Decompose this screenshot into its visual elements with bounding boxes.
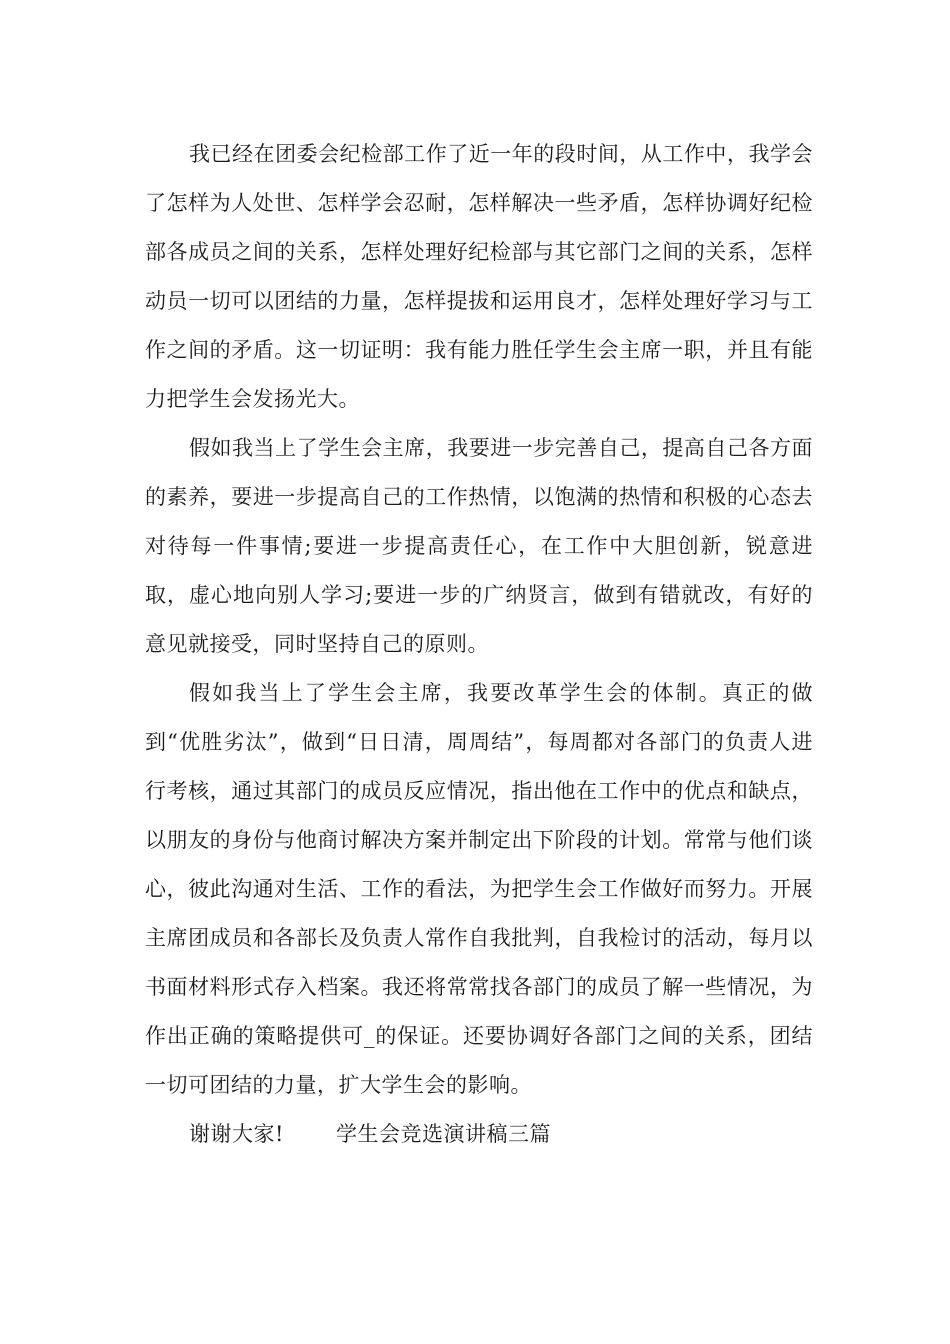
paragraph-self-improvement: 假如我当上了学生会主席，我要进一步完善自己，提高自己各方面的素养，要进一步提高自己的工作热情，以饱满的热情和积极的心态去对待每一件事情;要进一步提高责任心，在工作中大胆创新，锐意进取，虚心地向别人学习;要进一步的广纳贤言，做到有错就改，有好的意见就接受，同时坚持自己的原则。 — [145, 436, 813, 656]
thanks-text: 谢谢大家! — [189, 1122, 284, 1146]
document-body — [145, 130, 813, 1159]
paragraph-experience: 我已经在团委会纪检部工作了近一年的段时间，从工作中，我学会了怎样为人处世、怎样学会忍耐，怎样解决一些矛盾，怎样协调好纪检部各成员之间的关系，怎样处理好纪检部与其它部门之间的关系，怎样动员一切可以团结的力量，怎样提拔和运用良才，怎样处理好学习与工作之间的矛盾。这一切证明：我有能力胜任学生会主席一职，并且有能力把学生会发扬光大。 — [145, 142, 813, 411]
closing-line — [145, 1110, 813, 1159]
paragraph-reform: 假如我当上了学生会主席，我要改革学生会的体制。真正的做到“优胜劣汰”，做到“日日清，周周结”，每周都对各部门的负责人进行考核，通过其部门的成员反应情况，指出他在工作中的优点和缺点，以朋友的身份与他商讨解决方案并制定出下阶段的计划。常常与他们谈心，彼此沟通对生活、工作的看法，为把学生会工作做好而努力。开展主席团成员和各部长及负责人常作自我批判，自我检讨的活动，每月以书面材料形式存入档案。我还将常常找各部门的成员了解一些情况，为作出正确的策略提供可_的保证。还要协调好各部门之间的关系，团结一切可团结的力量，扩大学生会的影响。 — [145, 681, 813, 1097]
next-section-title: 学生会竞选演讲稿三篇 — [335, 1122, 551, 1146]
